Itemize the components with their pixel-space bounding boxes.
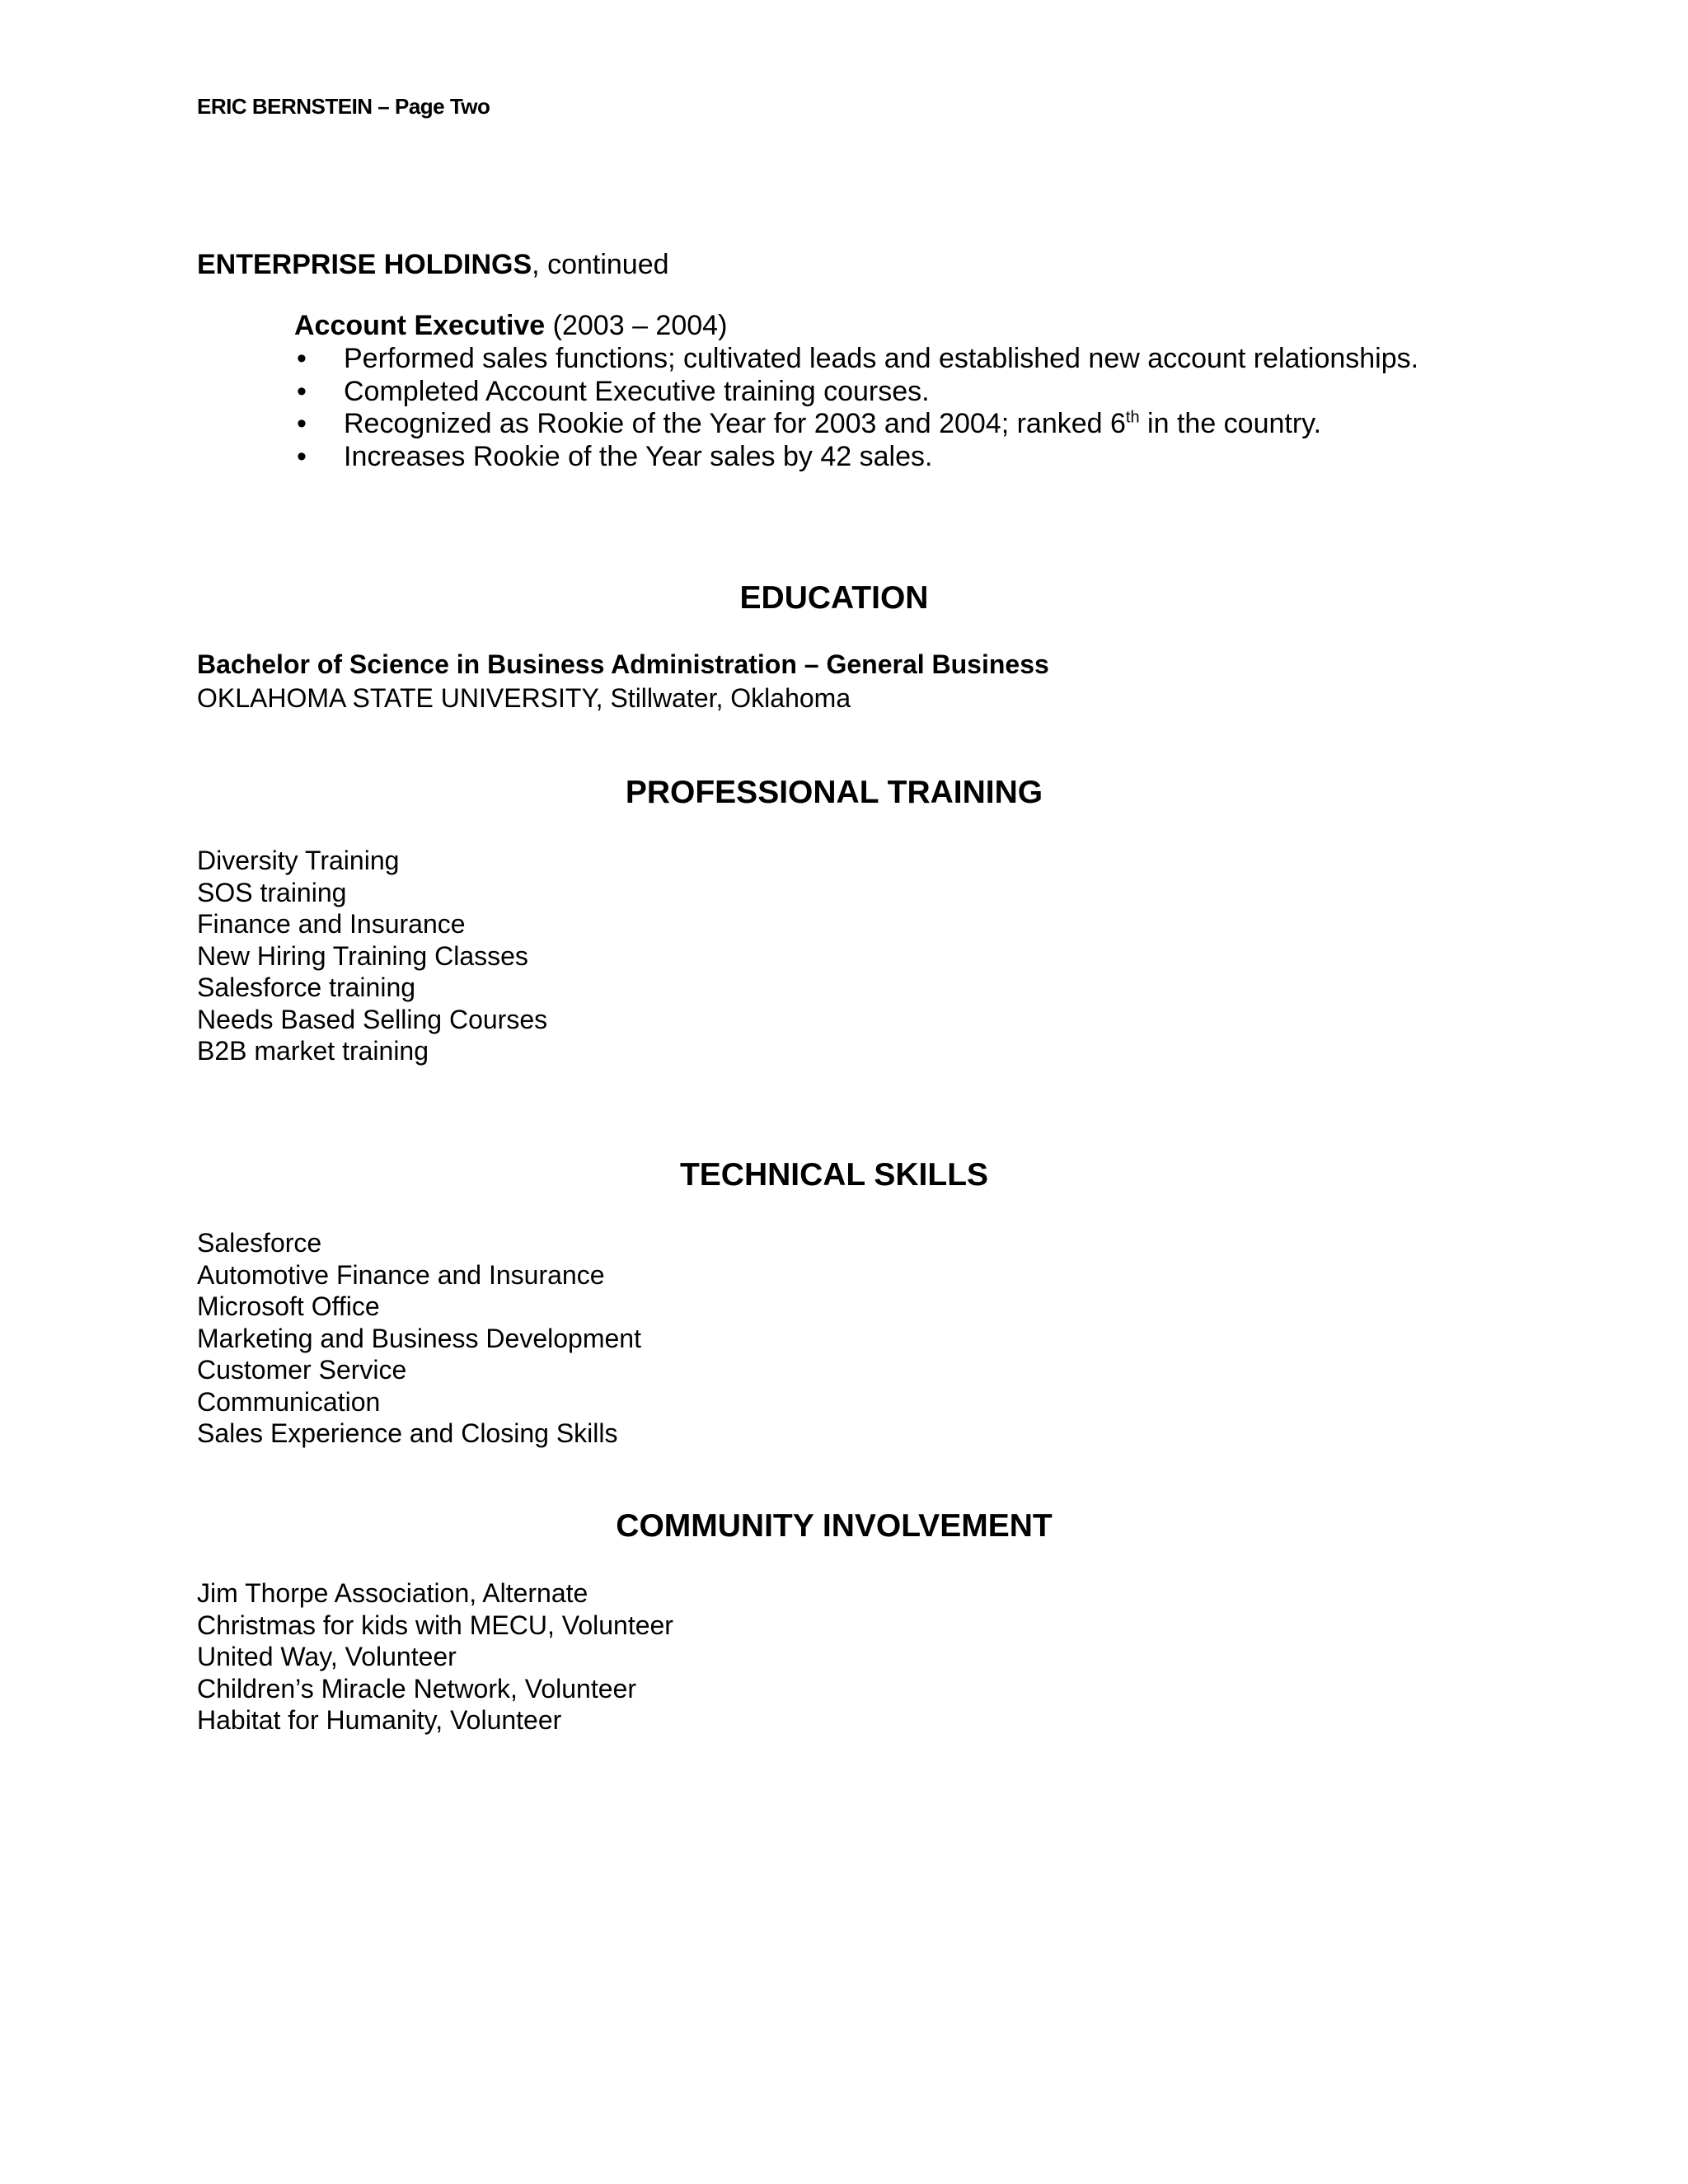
training-list: [197, 845, 547, 1067]
job-title-line: [294, 310, 727, 342]
education-school: OKLAHOMA STATE UNIVERSITY, Stillwater, Oklahoma: [197, 683, 851, 713]
employer-line: [197, 249, 669, 281]
training-item: Needs Based Selling Courses: [197, 1004, 548, 1034]
employer-suffix: , continued: [532, 249, 669, 280]
education-degree: Bachelor of Science in Business Administration – General Business: [197, 649, 1049, 679]
skills-list: [197, 1227, 641, 1450]
job-bullet: [294, 343, 1418, 376]
community-item: Children’s Miracle Network, Volunteer: [197, 1673, 636, 1704]
training-item: Diversity Training: [197, 846, 400, 875]
training-item: Finance and Insurance: [197, 909, 466, 939]
training-item: New Hiring Training Classes: [197, 940, 528, 971]
page-header: ERIC BERNSTEIN – Page Two: [197, 94, 490, 119]
bullet-icon: •: [297, 408, 307, 439]
skill-item: Sales Experience and Closing Skills: [197, 1418, 618, 1448]
skill-item: Customer Service: [197, 1355, 407, 1385]
bullet-text: Completed Account Executive training courses.: [344, 375, 930, 407]
skill-item: Salesforce: [197, 1228, 322, 1258]
section-heading-education: EDUCATION: [739, 580, 929, 616]
job-bullet: [294, 376, 1418, 409]
bullet-text: Performed sales functions; cultivated leads and established new account relationships.: [344, 343, 1419, 374]
section-heading-skills: TECHNICAL SKILLS: [679, 1157, 989, 1193]
community-item: Habitat for Humanity, Volunteer: [197, 1705, 562, 1735]
training-item: SOS training: [197, 877, 347, 907]
training-item: B2B market training: [197, 1036, 429, 1066]
skill-item: Marketing and Business Development: [197, 1323, 641, 1353]
section-heading-community: COMMUNITY INVOLVEMENT: [616, 1508, 1053, 1544]
bullet-icon: •: [297, 440, 307, 472]
skill-item: Automotive Finance and Insurance: [197, 1259, 605, 1290]
bullet-superscript: th: [1125, 408, 1140, 427]
job-dates: (2003 – 2004): [545, 310, 728, 341]
community-list: [197, 1577, 673, 1736]
job-bullet: [294, 408, 1418, 441]
skill-item: Communication: [197, 1386, 381, 1417]
bullet-icon: •: [297, 375, 307, 407]
bullet-icon: •: [297, 343, 307, 374]
bullet-text: Increases Rookie of the Year sales by 42 sales.: [344, 440, 933, 472]
job-bullet: [294, 441, 1418, 474]
bullet-text-tail: in the country.: [1139, 408, 1322, 439]
bullet-text: Recognized as Rookie of the Year for 2003 and 2004; ranked 6: [344, 408, 1126, 439]
community-item: Jim Thorpe Association, Alternate: [197, 1578, 588, 1608]
section-heading-training: PROFESSIONAL TRAINING: [625, 775, 1043, 810]
community-item: Christmas for kids with MECU, Volunteer: [197, 1610, 673, 1640]
training-item: Salesforce training: [197, 972, 416, 1002]
employer-name: ENTERPRISE HOLDINGS: [197, 249, 532, 280]
community-item: United Way, Volunteer: [197, 1642, 457, 1671]
job-title: Account Executive: [294, 310, 546, 341]
job-bullet-list: [294, 343, 1418, 473]
skill-item: Microsoft Office: [197, 1291, 380, 1321]
